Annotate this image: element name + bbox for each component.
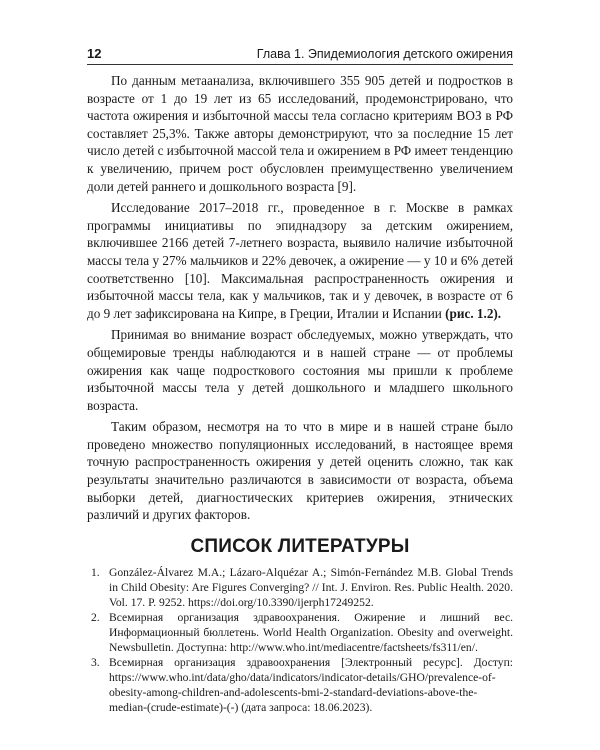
page-number: 12: [87, 46, 102, 61]
reference-number: 1.: [91, 566, 100, 580]
paragraph-trends: Принимая во внимание возраст обследуемых, можно утверждать, что общемировые тренды наблюдаются и в нашей стране — от проблемы ожирения как чаще подросткового состояния мы пришли к проблеме избыточной массы тела у детей дошкольного и младшего школьного возраста.: [87, 327, 513, 413]
reference-text: Всемирная организация здравоохранения [Электронный ресурс]. Доступ: https://www.who.int/data/gho/data/indicators/indicator-details/GHO/prevalence-of-obesity-among-children-and-adolescents-bmi-2-standard-deviations-above-the-median-(crude-estimate)-(-) (дата запроса: 18.06.2023).: [109, 656, 513, 715]
reference-number: 2.: [91, 611, 100, 625]
reference-text: Всемирная организация здравоохранения. Ожирение и лишний вес. Информационный бюллетень. World Health Organization. Obesity and overweight. Newsbulletin. Доступна: http://www.who.int/mediacentre/factsheets/fs311/en/.: [109, 611, 513, 655]
reference-item: [87, 610, 513, 655]
page-body: [87, 72, 513, 715]
paragraph-meta-analysis: По данным метаанализа, включившего 355 905 детей и подростков в возрасте от 1 до 19 лет из 65 исследований, продемонстрировано, что частота ожирения и избыточной массы тела согласно критериям ВОЗ в РФ составляет 25,3%. Также авторы демонстрируют, что за последние 15 лет число детей с избыточной массой тела и ожирением в РФ имеет тенденцию к увеличению, причем рост обусловлен преимущественно увеличением доли детей раннего и дошкольного возраста [9].: [87, 73, 513, 194]
chapter-title: Глава 1. Эпидемиология детского ожирения: [256, 47, 513, 61]
paragraph-moscow-study: [87, 199, 513, 322]
paragraph-moscow-study-text: Исследование 2017–2018 гг., проведенное в г. Москве в рамках программы инициативы по эпиднадзору за детским ожирением, включившее 2166 детей 7-летнего возраста, выявило наличие избыточной массы тела у 27% мальчиков и 22% девочек, а ожирение — у 10 и 6% детей соответственно [10]. Максимальная распространенность ожирения и избыточной массы тела, как у мальчиков, так и у девочек, в возрасте от 6 до 9 лет зафиксирована на Кипре, в Греции, Италии и Испании: [87, 200, 513, 321]
references-list: [87, 565, 513, 715]
reference-item: [87, 565, 513, 610]
figure-reference: (рис. 1.2).: [445, 305, 502, 321]
reference-item: [87, 655, 513, 715]
reference-number: 3.: [91, 656, 100, 670]
references-heading: СПИСОК ЛИТЕРАТУРЫ: [190, 535, 410, 557]
running-header: [87, 43, 513, 65]
reference-text: González-Álvarez M.A.; Lázaro-Alquézar A.; Simón-Fernández M.B. Global Trends in Child Obesity: Are Figures Converging? // Int. J. Environ. Res. Public Health. 2020. Vol. 17. P. 9252. https://doi.org/10.3390/ijerph17249252.: [109, 566, 513, 610]
paragraph-conclusion: Таким образом, несмотря на то что в мире и в нашей стране было проведено множество популяционных исследований, в настоящее время точную распространенность ожирения у детей оценить сложно, так как результаты значительно различаются в зависимости от возраста, объема выборки детей, диагностических критериев ожирения, этнических различий и других факторов.: [87, 419, 513, 523]
